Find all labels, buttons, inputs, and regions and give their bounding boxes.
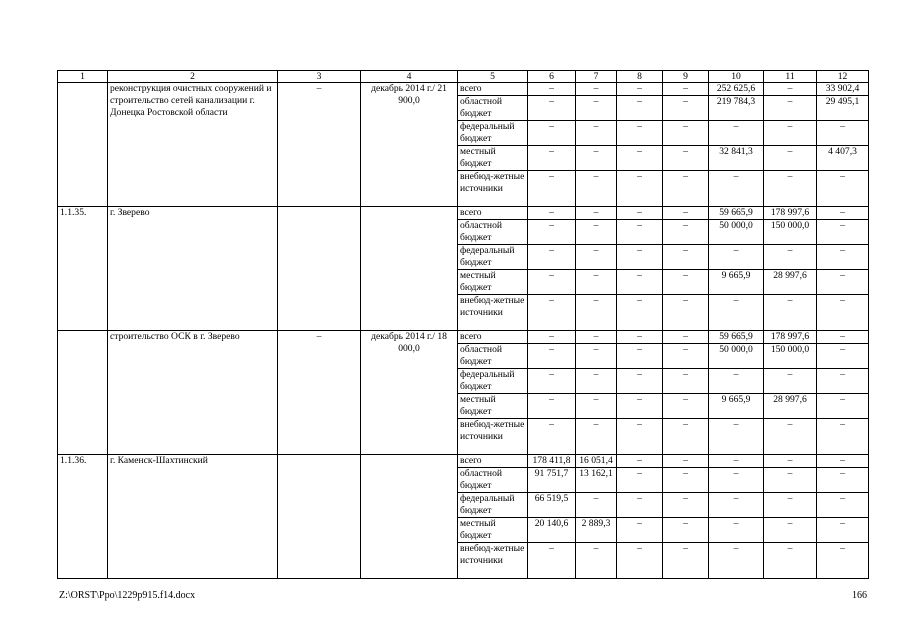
amount-cell: 178 411,8 — [528, 455, 576, 468]
amount-cell: – — [576, 369, 617, 394]
amount-cell: – — [663, 245, 709, 270]
amount-cell: – — [663, 220, 709, 245]
column-number-cell: 1 — [58, 71, 108, 83]
amount-cell: 150 000,0 — [764, 220, 817, 245]
amount-cell: – — [663, 493, 709, 518]
item-number — [58, 331, 108, 455]
amount-cell: – — [576, 220, 617, 245]
amount-cell: 178 997,6 — [764, 331, 817, 344]
amount-cell: – — [817, 295, 869, 331]
amount-cell: 4 407,3 — [817, 146, 869, 171]
amount-cell: – — [709, 543, 764, 579]
amount-cell: – — [764, 493, 817, 518]
amount-cell: – — [528, 543, 576, 579]
column-3-value — [278, 455, 361, 579]
amount-cell: – — [764, 419, 817, 455]
table-row — [58, 207, 869, 220]
object-name: г. Каменск-Шахтинский — [108, 455, 278, 579]
amount-cell: – — [617, 295, 663, 331]
amount-cell: – — [663, 207, 709, 220]
deadline-cost: декабрь 2014 г./ 21 900,0 — [361, 83, 458, 207]
column-number-cell: 12 — [817, 71, 869, 83]
funding-source: федеральный бюджет — [458, 369, 528, 394]
object-name: строительство ОСК в г. Зверево — [108, 331, 278, 455]
amount-cell: – — [663, 518, 709, 543]
amount-cell: – — [528, 394, 576, 419]
amount-cell: – — [528, 220, 576, 245]
amount-cell: – — [617, 220, 663, 245]
amount-cell: – — [576, 331, 617, 344]
amount-cell: – — [817, 493, 869, 518]
amount-cell: – — [617, 369, 663, 394]
column-number-cell: 3 — [278, 71, 361, 83]
amount-cell: – — [663, 394, 709, 419]
amount-cell: – — [817, 344, 869, 369]
amount-cell: – — [576, 344, 617, 369]
amount-cell: – — [709, 468, 764, 493]
amount-cell: – — [764, 245, 817, 270]
amount-cell: – — [617, 121, 663, 146]
amount-cell: – — [528, 270, 576, 295]
amount-cell: – — [764, 146, 817, 171]
amount-cell: – — [617, 543, 663, 579]
amount-cell: – — [663, 146, 709, 171]
amount-cell: 9 665,9 — [709, 270, 764, 295]
object-name: г. Зверево — [108, 207, 278, 331]
item-number: 1.1.36. — [58, 455, 108, 579]
column-number-cell: 4 — [361, 71, 458, 83]
column-number-row — [58, 71, 869, 83]
funding-source: областной бюджет — [458, 96, 528, 121]
amount-cell: – — [709, 455, 764, 468]
amount-cell: – — [528, 245, 576, 270]
funding-source: всего — [458, 207, 528, 220]
column-number-cell: 9 — [663, 71, 709, 83]
amount-cell: 29 495,1 — [817, 96, 869, 121]
funding-source: внебюд-жетные источники — [458, 419, 528, 455]
object-name: реконструкция очистных сооружений и строительство сетей канализации г. Донецка Ростовской области — [108, 83, 278, 207]
amount-cell: 28 997,6 — [764, 394, 817, 419]
funding-source: федеральный бюджет — [458, 245, 528, 270]
amount-cell: – — [817, 171, 869, 207]
table-body — [58, 71, 869, 579]
table-row — [58, 83, 869, 96]
amount-cell: – — [709, 171, 764, 207]
amount-cell: – — [663, 121, 709, 146]
amount-cell: – — [576, 270, 617, 295]
amount-cell: – — [663, 171, 709, 207]
column-number-cell: 7 — [576, 71, 617, 83]
amount-cell: – — [663, 83, 709, 96]
funding-source: внебюд-жетные источники — [458, 171, 528, 207]
funding-source: всего — [458, 331, 528, 344]
amount-cell: – — [617, 171, 663, 207]
amount-cell: – — [663, 270, 709, 295]
amount-cell: – — [709, 419, 764, 455]
column-3-value — [278, 207, 361, 331]
amount-cell: – — [617, 518, 663, 543]
table-row — [58, 455, 869, 468]
amount-cell: – — [617, 468, 663, 493]
amount-cell: – — [528, 83, 576, 96]
amount-cell: 50 000,0 — [709, 344, 764, 369]
amount-cell: – — [764, 83, 817, 96]
amount-cell: – — [617, 207, 663, 220]
amount-cell: – — [663, 295, 709, 331]
amount-cell: 150 000,0 — [764, 344, 817, 369]
amount-cell: – — [528, 171, 576, 207]
amount-cell: – — [663, 96, 709, 121]
amount-cell: – — [576, 419, 617, 455]
amount-cell: – — [709, 369, 764, 394]
footer-page-number: 166 — [852, 590, 867, 601]
amount-cell: 66 519,5 — [528, 493, 576, 518]
amount-cell: – — [817, 419, 869, 455]
amount-cell: – — [528, 207, 576, 220]
amount-cell: 33 902,4 — [817, 83, 869, 96]
amount-cell: 32 841,3 — [709, 146, 764, 171]
column-number-cell: 11 — [764, 71, 817, 83]
amount-cell: – — [528, 369, 576, 394]
column-3-value: – — [278, 83, 361, 207]
funding-source: местный бюджет — [458, 270, 528, 295]
footer-file-path: Z:\ORST\Ppo\1229p915.f14.docx — [59, 590, 196, 601]
column-number-cell: 6 — [528, 71, 576, 83]
table-row — [58, 331, 869, 344]
funding-source: внебюд-жетные источники — [458, 295, 528, 331]
amount-cell: – — [576, 493, 617, 518]
funding-source: федеральный бюджет — [458, 121, 528, 146]
amount-cell: – — [663, 419, 709, 455]
amount-cell: – — [617, 96, 663, 121]
amount-cell: 2 889,3 — [576, 518, 617, 543]
deadline-cost — [361, 455, 458, 579]
amount-cell: – — [764, 468, 817, 493]
amount-cell: 28 997,6 — [764, 270, 817, 295]
amount-cell: – — [817, 394, 869, 419]
amount-cell: 59 665,9 — [709, 207, 764, 220]
amount-cell: – — [764, 121, 817, 146]
amount-cell: – — [663, 543, 709, 579]
amount-cell: – — [663, 344, 709, 369]
column-number-cell: 5 — [458, 71, 528, 83]
column-number-cell: 2 — [108, 71, 278, 83]
amount-cell: – — [576, 207, 617, 220]
amount-cell: – — [576, 245, 617, 270]
amount-cell: – — [617, 419, 663, 455]
amount-cell: 219 784,3 — [709, 96, 764, 121]
amount-cell: 20 140,6 — [528, 518, 576, 543]
amount-cell: 16 051,4 — [576, 455, 617, 468]
amount-cell: – — [764, 295, 817, 331]
amount-cell: – — [528, 419, 576, 455]
amount-cell: – — [528, 121, 576, 146]
amount-cell: – — [617, 146, 663, 171]
amount-cell: 9 665,9 — [709, 394, 764, 419]
amount-cell: 13 162,1 — [576, 468, 617, 493]
amount-cell: – — [817, 220, 869, 245]
amount-cell: – — [617, 344, 663, 369]
amount-cell: – — [764, 369, 817, 394]
amount-cell: – — [528, 331, 576, 344]
amount-cell: – — [576, 543, 617, 579]
amount-cell: – — [576, 121, 617, 146]
amount-cell: – — [617, 455, 663, 468]
amount-cell: – — [817, 245, 869, 270]
amount-cell: – — [617, 493, 663, 518]
amount-cell: – — [528, 295, 576, 331]
amount-cell: – — [617, 245, 663, 270]
amount-cell: – — [764, 518, 817, 543]
amount-cell: – — [817, 455, 869, 468]
item-number — [58, 83, 108, 207]
amount-cell: – — [663, 468, 709, 493]
amount-cell: – — [817, 331, 869, 344]
funding-source: федеральный бюджет — [458, 493, 528, 518]
amount-cell: 252 625,6 — [709, 83, 764, 96]
amount-cell: 50 000,0 — [709, 220, 764, 245]
amount-cell: – — [817, 518, 869, 543]
amount-cell: – — [576, 96, 617, 121]
amount-cell: – — [617, 83, 663, 96]
amount-cell: 178 997,6 — [764, 207, 817, 220]
amount-cell: – — [576, 171, 617, 207]
funding-source: местный бюджет — [458, 518, 528, 543]
amount-cell: – — [617, 331, 663, 344]
amount-cell: – — [709, 518, 764, 543]
amount-cell: – — [576, 295, 617, 331]
amount-cell: – — [709, 295, 764, 331]
amount-cell: – — [528, 146, 576, 171]
budget-table — [57, 70, 869, 579]
amount-cell: – — [709, 493, 764, 518]
amount-cell: 91 751,7 — [528, 468, 576, 493]
amount-cell: – — [663, 331, 709, 344]
amount-cell: – — [617, 394, 663, 419]
column-number-cell: 10 — [709, 71, 764, 83]
amount-cell: – — [576, 394, 617, 419]
amount-cell: – — [764, 171, 817, 207]
amount-cell: – — [663, 455, 709, 468]
amount-cell: – — [576, 83, 617, 96]
item-number: 1.1.35. — [58, 207, 108, 331]
amount-cell: – — [817, 468, 869, 493]
amount-cell: – — [817, 121, 869, 146]
funding-source: внебюд-жетные источники — [458, 543, 528, 579]
amount-cell: – — [576, 146, 617, 171]
amount-cell: – — [663, 369, 709, 394]
amount-cell: – — [617, 270, 663, 295]
funding-source: областной бюджет — [458, 468, 528, 493]
column-3-value: – — [278, 331, 361, 455]
amount-cell: – — [764, 543, 817, 579]
funding-source: областной бюджет — [458, 344, 528, 369]
funding-source: всего — [458, 455, 528, 468]
amount-cell: – — [764, 455, 817, 468]
funding-source: всего — [458, 83, 528, 96]
amount-cell: – — [817, 543, 869, 579]
column-number-cell: 8 — [617, 71, 663, 83]
funding-source: местный бюджет — [458, 146, 528, 171]
amount-cell: – — [817, 270, 869, 295]
funding-source: областной бюджет — [458, 220, 528, 245]
deadline-cost: декабрь 2014 г./ 18 000,0 — [361, 331, 458, 455]
amount-cell: – — [709, 121, 764, 146]
amount-cell: 59 665,9 — [709, 331, 764, 344]
amount-cell: – — [528, 96, 576, 121]
amount-cell: – — [817, 207, 869, 220]
funding-source: местный бюджет — [458, 394, 528, 419]
amount-cell: – — [817, 369, 869, 394]
amount-cell: – — [528, 344, 576, 369]
deadline-cost — [361, 207, 458, 331]
amount-cell: – — [764, 96, 817, 121]
amount-cell: – — [709, 245, 764, 270]
